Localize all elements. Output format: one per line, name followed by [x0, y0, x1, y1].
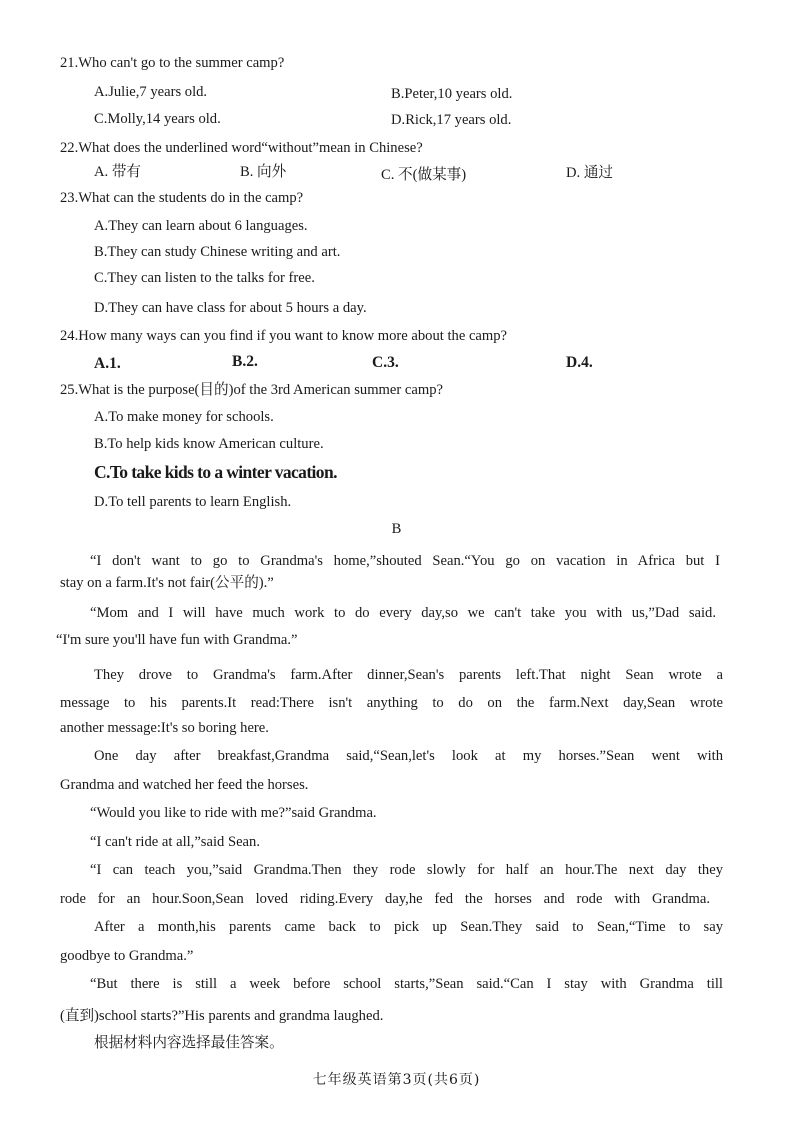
passage-line: (直到)school starts?”His parents and grandma laughed. — [60, 1008, 384, 1024]
passage-line: rode for an hour.Soon,Sean loved riding.Every day,he fed the horses and rode with Grandma. — [60, 891, 710, 907]
q25-option-b: B.To help kids know American culture. — [94, 436, 324, 452]
q23-option-c: C.They can listen to the talks for free. — [94, 270, 315, 286]
section-b-heading: B — [391, 521, 402, 537]
q21-option-b: B.Peter,10 years old. — [391, 86, 513, 102]
q24-option-d: D.4. — [566, 354, 593, 371]
passage-line: “Would you like to ride with me?”said Grandma. — [90, 805, 377, 821]
q21-option-a: A.Julie,7 years old. — [94, 84, 208, 100]
q21-option-d: D.Rick,17 years old. — [391, 112, 512, 128]
q22-option-d: D. 通过 — [566, 165, 614, 181]
passage-line: message to his parents.It read:There isn't anything to do on the farm.Next day,Sean wrote — [60, 695, 723, 711]
q24-stem: 24.How many ways can you find if you want to know more about the camp? — [60, 328, 508, 344]
q23-stem: 23.What can the students do in the camp? — [60, 190, 304, 206]
instruction-text: 根据材料内容选择最佳答案。 — [94, 1035, 284, 1051]
passage-line: They drove to Grandma's farm.After dinner,Sean's parents left.That night Sean wrote a — [94, 667, 723, 683]
passage-line: “I don't want to go to Grandma's home,”shouted Sean.“You go on vacation in Africa but I — [90, 553, 720, 569]
passage-line: stay on a farm.It's not fair(公平的).” — [60, 575, 274, 591]
passage-line: “I'm sure you'll have fun with Grandma.” — [56, 632, 298, 648]
q21-stem: 21.Who can't go to the summer camp? — [60, 55, 285, 71]
q25-option-c: C.To take kids to a winter vacation. — [94, 462, 337, 482]
q21-option-c: C.Molly,14 years old. — [94, 111, 221, 127]
passage-line: Grandma and watched her feed the horses. — [60, 777, 309, 793]
q23-option-b: B.They can study Chinese writing and art. — [94, 244, 341, 260]
q24-option-c: C.3. — [372, 354, 399, 371]
passage-line: “But there is still a week before school starts,”Sean said.“Can I stay with Grandma till — [90, 976, 723, 992]
q22-option-c: C. 不(做某事) — [381, 167, 467, 183]
q24-option-b: B.2. — [232, 353, 258, 370]
passage-line: After a month,his parents came back to pick up Sean.They said to Sean,“Time to say — [94, 919, 723, 935]
page-footer: 七年级英语第3页(共6页) — [312, 1072, 481, 1088]
q22-stem: 22.What does the underlined word“without”mean in Chinese? — [60, 140, 423, 156]
q23-option-d: D.They can have class for about 5 hours a day. — [94, 300, 367, 316]
q22-option-a: A. 带有 — [94, 164, 142, 180]
q24-option-a: A.1. — [94, 355, 121, 372]
q22-option-b: B. 向外 — [240, 164, 287, 180]
passage-line: goodbye to Grandma.” — [60, 948, 194, 964]
q25-option-d: D.To tell parents to learn English. — [94, 494, 292, 510]
passage-line: “I can't ride at all,”said Sean. — [90, 834, 260, 850]
q25-option-a: A.To make money for schools. — [94, 409, 274, 425]
q23-option-a: A.They can learn about 6 languages. — [94, 218, 308, 234]
passage-line: “I can teach you,”said Grandma.Then they rode slowly for half an hour.The next day they — [90, 862, 723, 878]
passage-line: “Mom and I will have much work to do every day,so we can't take you with us,”Dad said. — [90, 605, 716, 621]
passage-line: another message:It's so boring here. — [60, 720, 269, 736]
passage-line: One day after breakfast,Grandma said,“Sean,let's look at my horses.”Sean went with — [94, 748, 723, 764]
q25-stem: 25.What is the purpose(目的)of the 3rd American summer camp? — [60, 382, 443, 398]
